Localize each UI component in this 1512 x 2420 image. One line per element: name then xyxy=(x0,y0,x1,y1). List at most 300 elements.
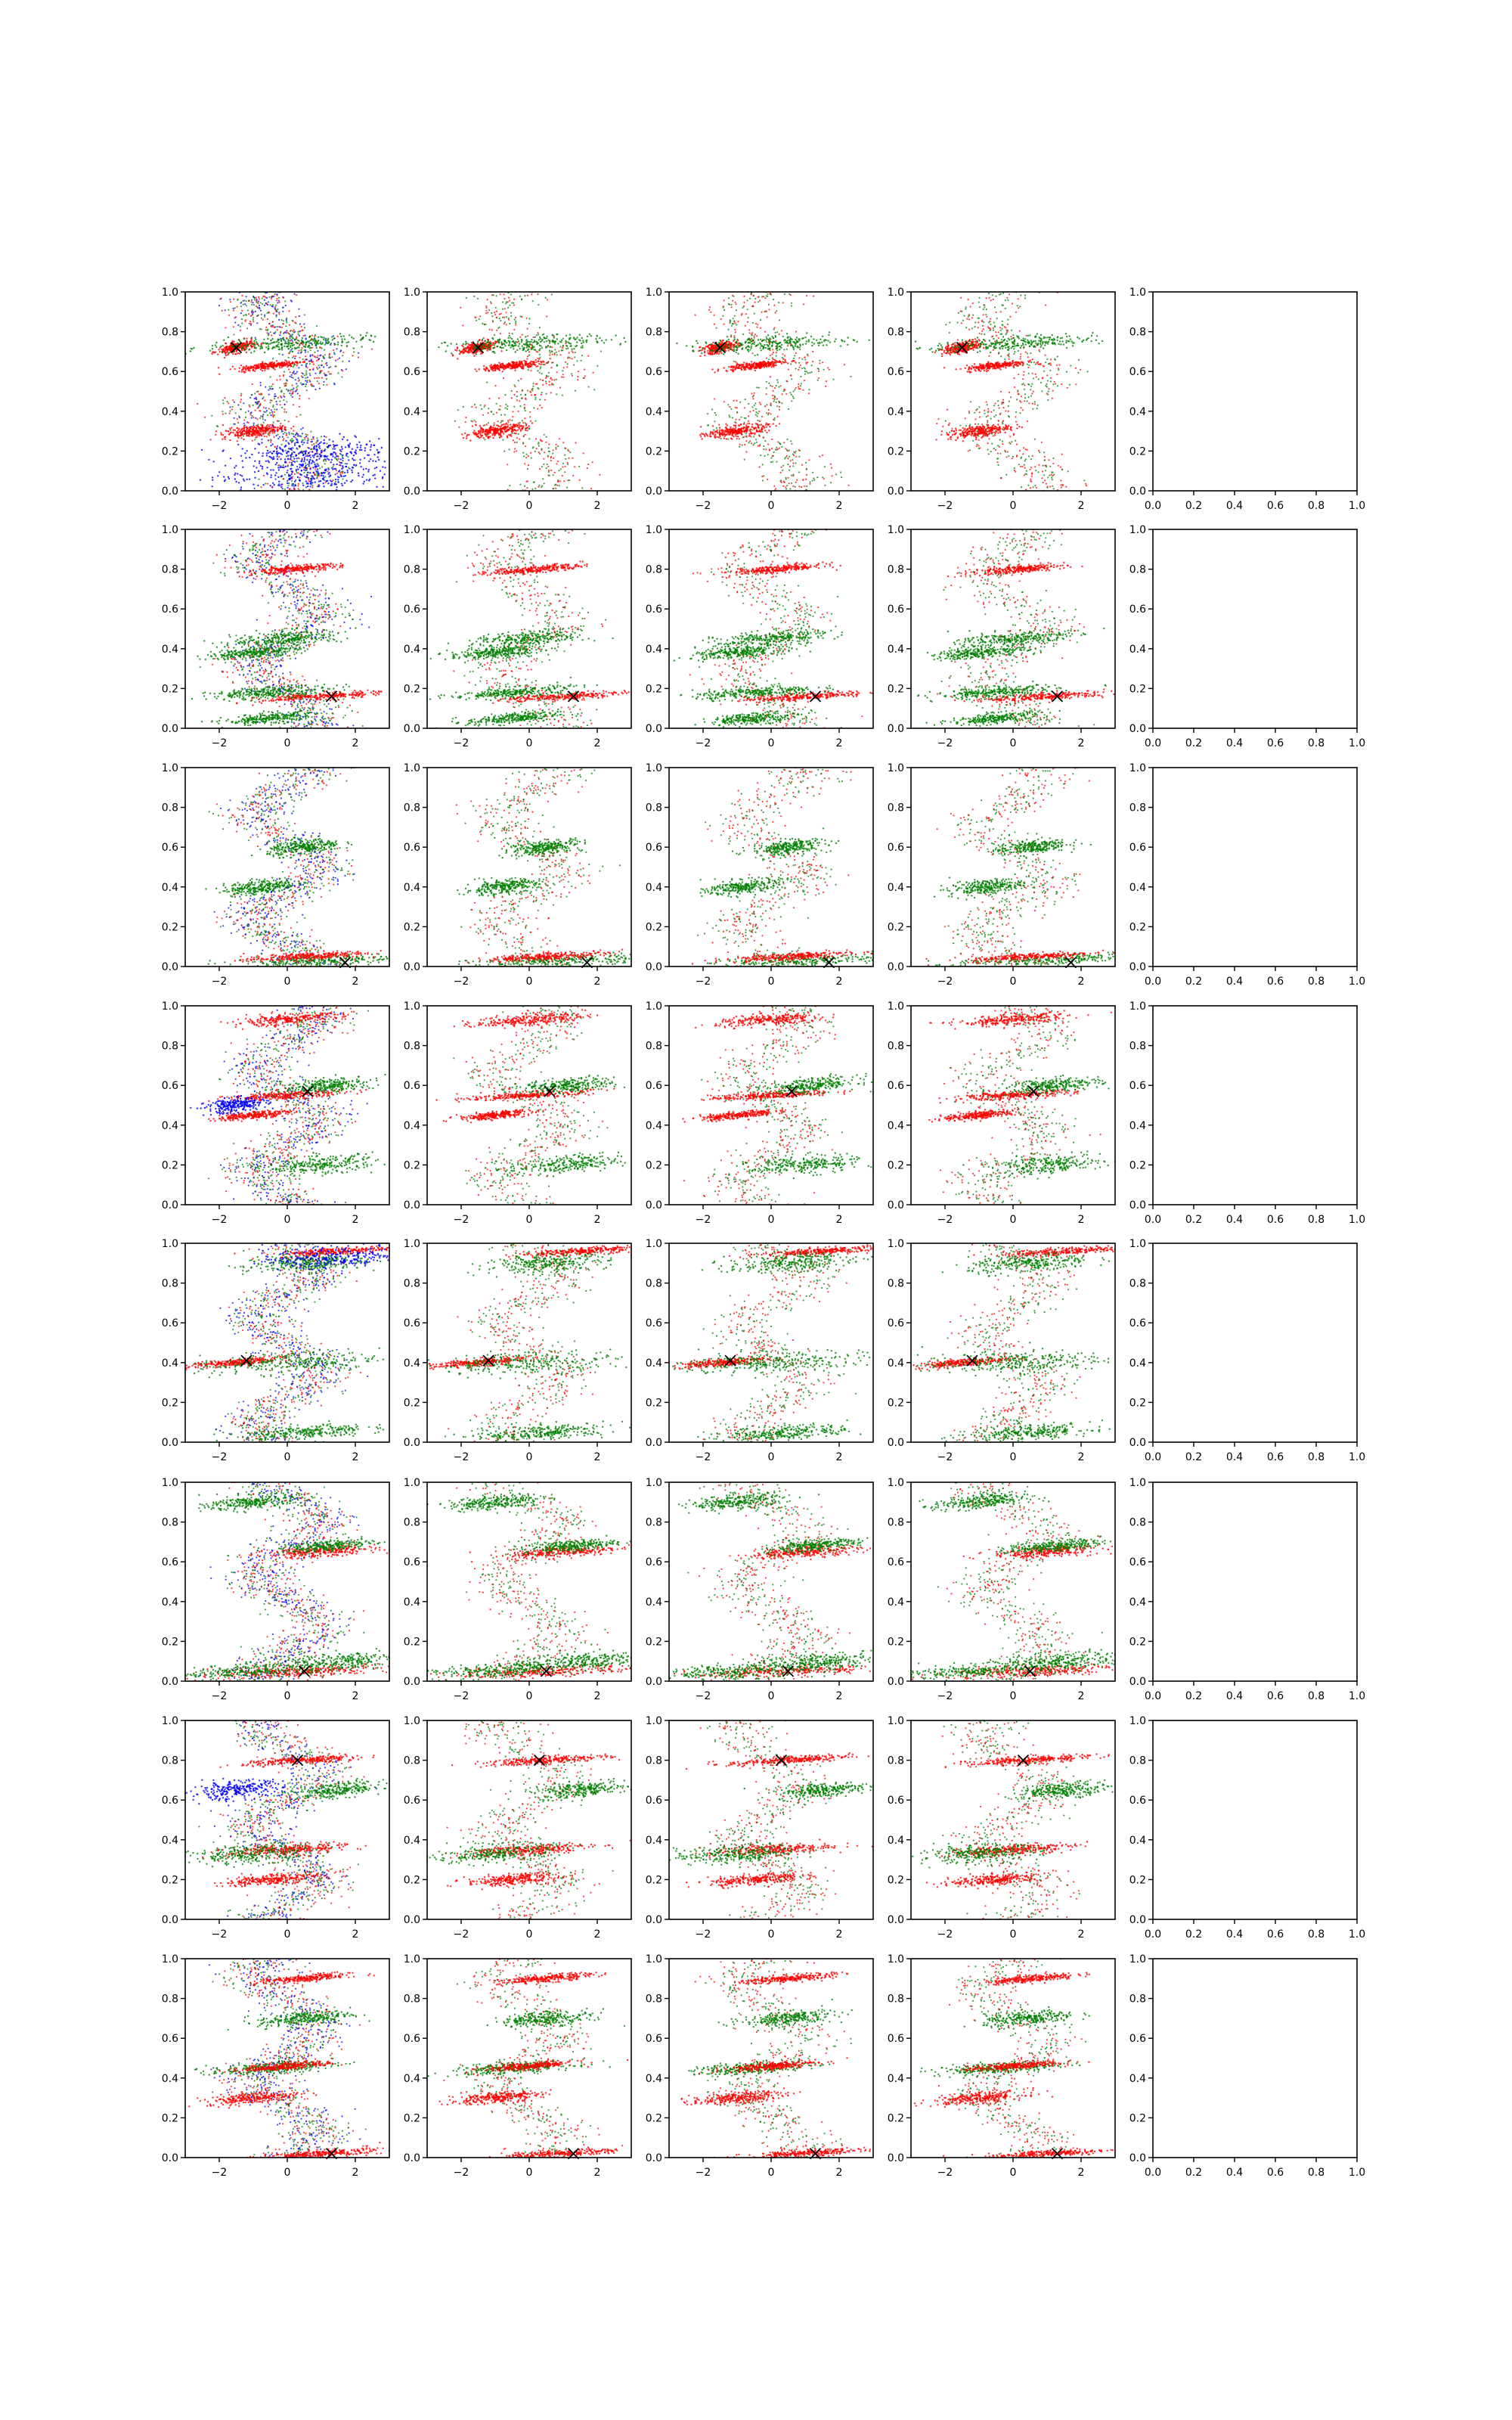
scatter-point xyxy=(305,467,307,469)
scatter-point xyxy=(271,424,273,425)
scatter-point xyxy=(280,467,281,468)
scatter-point xyxy=(324,455,326,457)
scatter-point xyxy=(808,459,810,461)
scatter-point xyxy=(528,323,530,324)
scatter-point xyxy=(238,428,240,430)
scatter-point xyxy=(733,361,735,362)
scatter-point xyxy=(312,369,314,371)
scatter-point xyxy=(484,406,485,408)
scatter-point xyxy=(513,329,515,330)
scatter-point xyxy=(757,413,758,414)
scatter-point xyxy=(240,306,242,307)
scatter-point xyxy=(486,307,488,309)
scatter-point xyxy=(773,390,774,392)
scatter-point xyxy=(258,301,259,302)
y-tick-label: 0.8 xyxy=(404,327,420,339)
scatter-point xyxy=(763,448,764,450)
scatter-point xyxy=(533,337,534,338)
scatter-point xyxy=(262,370,263,371)
scatter-point xyxy=(558,470,559,471)
scatter-point xyxy=(321,360,323,361)
scatter-point xyxy=(290,365,292,367)
scatter-point xyxy=(308,477,309,479)
scatter-point xyxy=(276,299,277,301)
scatter-point xyxy=(264,370,265,371)
scatter-point xyxy=(776,355,777,357)
scatter-point xyxy=(773,327,775,328)
scatter-point xyxy=(279,447,280,448)
scatter-point xyxy=(526,346,528,348)
scatter-point xyxy=(339,472,341,473)
scatter-point xyxy=(373,445,374,446)
scatter-point xyxy=(764,455,765,457)
scatter-point xyxy=(250,426,252,427)
scatter-point xyxy=(349,334,350,336)
scatter-point xyxy=(511,302,513,303)
scatter-point xyxy=(276,451,277,452)
scatter-point xyxy=(485,370,486,371)
scatter-point xyxy=(313,472,314,473)
scatter-point xyxy=(255,437,256,439)
scatter-point xyxy=(311,478,312,479)
scatter-point xyxy=(249,343,250,344)
scatter-point xyxy=(515,367,516,368)
scatter-point xyxy=(513,343,515,344)
scatter-point xyxy=(305,464,307,466)
scatter-point xyxy=(342,456,343,458)
scatter-point xyxy=(329,439,330,440)
scatter-point xyxy=(324,476,326,477)
scatter-point xyxy=(271,409,272,411)
scatter-point xyxy=(759,445,761,447)
scatter-point xyxy=(339,449,341,451)
x-tick-label: 2 xyxy=(594,500,601,512)
scatter-point xyxy=(491,302,492,304)
scatter-point xyxy=(324,374,326,376)
scatter-point xyxy=(535,438,537,439)
scatter-point xyxy=(267,473,268,475)
scatter-point xyxy=(587,336,588,337)
scatter-point xyxy=(770,385,771,386)
scatter-point xyxy=(271,443,273,445)
scatter-point xyxy=(522,346,523,347)
scatter-point xyxy=(317,343,318,345)
scatter-point xyxy=(271,326,272,327)
scatter-point xyxy=(218,305,220,306)
scatter-point xyxy=(565,458,566,460)
scatter-point xyxy=(796,479,798,481)
scatter-point xyxy=(510,312,512,314)
scatter-point xyxy=(537,370,538,371)
scatter-point xyxy=(290,330,291,332)
scatter-point xyxy=(560,354,562,355)
scatter-point xyxy=(488,436,489,438)
scatter-point xyxy=(544,482,545,484)
scatter-point xyxy=(729,406,730,408)
scatter-point xyxy=(234,317,235,318)
scatter-point xyxy=(262,466,263,467)
scatter-point xyxy=(545,347,547,349)
scatter-point xyxy=(795,462,796,464)
scatter-point xyxy=(229,439,231,441)
scatter-point xyxy=(491,315,493,317)
scatter-point xyxy=(333,352,335,353)
scatter-point xyxy=(273,456,274,458)
scatter-point xyxy=(272,358,274,359)
scatter-point xyxy=(579,340,581,341)
scatter-point xyxy=(804,374,806,375)
scatter-point xyxy=(774,387,776,389)
scatter-point xyxy=(792,396,794,397)
scatter-point xyxy=(286,318,287,320)
scatter-point xyxy=(785,380,787,382)
scatter-point xyxy=(292,396,293,398)
scatter-point xyxy=(525,399,527,400)
scatter-point xyxy=(271,298,272,299)
scatter-point xyxy=(337,341,339,343)
scatter-point xyxy=(288,448,290,449)
scatter-point xyxy=(789,337,791,338)
scatter-point xyxy=(804,358,806,360)
scatter-point xyxy=(534,399,536,400)
scatter-point xyxy=(283,478,284,479)
scatter-point xyxy=(255,311,256,312)
scatter-point xyxy=(256,429,257,430)
scatter-point xyxy=(259,461,260,462)
scatter-point xyxy=(749,411,751,412)
scatter-point xyxy=(715,414,717,416)
scatter-point xyxy=(292,320,293,321)
scatter-point xyxy=(318,377,320,378)
scatter-point xyxy=(454,349,456,351)
scatter-point xyxy=(353,455,355,456)
scatter-point xyxy=(480,405,482,406)
scatter-point xyxy=(352,355,354,356)
scatter-point xyxy=(560,341,562,343)
scatter-point xyxy=(587,464,589,465)
scatter-point xyxy=(249,323,250,324)
scatter-point xyxy=(331,356,333,358)
scatter-point xyxy=(824,466,826,467)
scatter-point xyxy=(234,474,235,476)
scatter-point xyxy=(297,385,299,386)
scatter-point xyxy=(791,305,792,306)
scatter-point xyxy=(538,360,539,361)
scatter-point xyxy=(290,376,291,377)
scatter-point xyxy=(522,442,524,443)
scatter-point xyxy=(283,374,284,376)
scatter-point xyxy=(222,439,223,440)
scatter-point xyxy=(556,354,558,355)
scatter-point xyxy=(267,329,268,330)
scatter-point xyxy=(265,408,267,409)
scatter-point xyxy=(338,458,339,460)
scatter-point xyxy=(277,485,279,486)
scatter-point xyxy=(800,376,801,377)
scatter-point xyxy=(468,434,469,436)
scatter-point xyxy=(305,380,306,381)
scatter-point xyxy=(596,341,598,343)
scatter-point xyxy=(259,307,260,309)
scatter-point xyxy=(262,319,264,321)
scatter-point xyxy=(352,471,353,473)
scatter-point xyxy=(241,433,243,434)
scatter-point xyxy=(770,461,772,463)
scatter-point xyxy=(803,303,804,305)
scatter-point xyxy=(311,462,312,464)
scatter-point xyxy=(503,293,505,295)
scatter-point xyxy=(346,342,348,343)
scatter-point xyxy=(370,340,371,341)
scatter-point xyxy=(384,461,386,462)
scatter-point xyxy=(284,446,286,448)
scatter-point xyxy=(516,361,517,363)
scatter-point xyxy=(257,302,259,304)
scatter-point xyxy=(299,445,300,447)
scatter-point xyxy=(345,466,346,467)
scatter-point xyxy=(306,358,308,360)
scatter-point xyxy=(236,350,237,352)
scatter-point xyxy=(300,436,302,437)
scatter-point xyxy=(223,350,225,352)
scatter-point xyxy=(342,455,343,456)
scatter-point xyxy=(527,468,528,470)
scatter-point xyxy=(331,459,333,461)
scatter-point xyxy=(766,387,767,389)
scatter-point xyxy=(274,484,275,486)
scatter-point xyxy=(513,348,514,349)
scatter-point xyxy=(327,338,329,340)
scatter-point xyxy=(360,445,361,446)
scatter-point xyxy=(762,479,764,481)
scatter-point xyxy=(299,414,301,415)
scatter-point xyxy=(313,386,314,387)
scatter-point xyxy=(273,421,274,423)
scatter-point xyxy=(287,480,288,482)
scatter-point xyxy=(549,381,550,383)
scatter-point xyxy=(364,447,366,448)
scatter-point xyxy=(293,451,295,453)
scatter-point xyxy=(518,380,519,381)
scatter-point xyxy=(228,478,230,479)
scatter-point xyxy=(519,400,520,402)
scatter-point xyxy=(200,479,201,481)
scatter-point xyxy=(235,465,237,467)
scatter-point xyxy=(506,312,507,313)
scatter-point xyxy=(265,411,267,413)
scatter-point xyxy=(276,298,277,299)
scatter-point xyxy=(258,452,259,454)
scatter-point xyxy=(318,383,320,384)
scatter-point xyxy=(805,479,807,480)
scatter-point xyxy=(538,339,540,340)
scatter-point xyxy=(272,486,274,488)
scatter-point xyxy=(264,400,265,402)
y-tick-label: 0.4 xyxy=(404,406,420,418)
scatter-point xyxy=(485,346,487,347)
scatter-point xyxy=(355,464,357,466)
scatter-point xyxy=(299,464,300,465)
scatter-point xyxy=(246,427,247,428)
scatter-point xyxy=(550,470,552,471)
scatter-point xyxy=(346,470,348,471)
scatter-point xyxy=(333,451,335,453)
scatter-point xyxy=(799,349,801,350)
scatter-point xyxy=(345,446,346,448)
scatter-point xyxy=(504,345,506,346)
scatter-point xyxy=(314,373,316,374)
scatter-point xyxy=(363,468,364,470)
scatter-point xyxy=(267,483,268,485)
scatter-point xyxy=(360,334,361,336)
scatter-point xyxy=(297,485,299,486)
scatter-point xyxy=(514,426,516,427)
scatter-point xyxy=(225,439,226,440)
scatter-point xyxy=(215,342,217,343)
scatter-point xyxy=(368,461,370,462)
scatter-point xyxy=(384,473,386,475)
scatter-point xyxy=(336,483,337,485)
scatter-point xyxy=(514,345,516,346)
scatter-point xyxy=(794,355,795,356)
scatter-point xyxy=(569,357,571,358)
scatter-point xyxy=(278,300,280,302)
scatter-point xyxy=(246,450,248,451)
scatter-point xyxy=(795,452,796,454)
scatter-point xyxy=(259,403,261,405)
scatter-point xyxy=(615,334,616,336)
scatter-point xyxy=(259,382,261,383)
scatter-point xyxy=(240,312,242,314)
scatter-point xyxy=(231,346,233,347)
scatter-point xyxy=(219,351,221,352)
scatter-point xyxy=(296,371,298,373)
scatter-point xyxy=(294,331,296,333)
scatter-point xyxy=(229,428,231,430)
scatter-point xyxy=(790,440,792,442)
scatter-point xyxy=(243,419,245,420)
scatter-point xyxy=(382,466,383,467)
scatter-point xyxy=(544,451,545,453)
scatter-point xyxy=(790,375,792,377)
scatter-point xyxy=(791,443,792,445)
scatter-point xyxy=(496,317,497,318)
scatter-point xyxy=(283,333,284,334)
scatter-point xyxy=(328,357,330,358)
scatter-point xyxy=(550,358,551,359)
scatter-point xyxy=(530,420,531,422)
scatter-point xyxy=(489,329,491,330)
scatter-point xyxy=(311,441,313,442)
scatter-point xyxy=(556,485,558,486)
scatter-point xyxy=(781,330,782,331)
scatter-point xyxy=(782,302,784,303)
scatter-point xyxy=(534,340,535,341)
scatter-point xyxy=(266,455,268,456)
scatter-point xyxy=(249,341,250,343)
scatter-point xyxy=(284,408,285,410)
scatter-point xyxy=(735,422,736,424)
scatter-point xyxy=(307,346,308,348)
scatter-point xyxy=(532,388,534,389)
scatter-point xyxy=(299,361,301,363)
scatter-point xyxy=(262,455,263,457)
scatter-point xyxy=(370,335,372,337)
scatter-point xyxy=(568,458,569,459)
scatter-point xyxy=(723,401,725,402)
scatter-point xyxy=(305,386,306,387)
scatter-point xyxy=(522,334,523,336)
scatter-point xyxy=(476,353,477,355)
scatter-point xyxy=(754,334,756,335)
scatter-point xyxy=(305,346,306,347)
scatter-point xyxy=(572,375,573,377)
scatter-point xyxy=(233,310,234,312)
scatter-point xyxy=(291,438,293,439)
scatter-point xyxy=(767,479,768,480)
scatter-point xyxy=(286,330,287,331)
scatter-point xyxy=(735,303,736,305)
scatter-point xyxy=(736,407,738,408)
scatter-point xyxy=(344,472,345,473)
scatter-point xyxy=(532,386,534,387)
scatter-point xyxy=(252,415,253,417)
scatter-point xyxy=(819,362,820,364)
scatter-point xyxy=(273,451,274,452)
scatter-point xyxy=(514,386,516,387)
scatter-point xyxy=(303,323,305,324)
scatter-point xyxy=(336,460,338,461)
scatter-point xyxy=(773,299,774,300)
scatter-point xyxy=(368,469,370,470)
scatter-point xyxy=(263,296,265,297)
scatter-point xyxy=(280,379,281,380)
scatter-point xyxy=(507,420,509,421)
scatter-point xyxy=(260,384,262,386)
scatter-point xyxy=(513,451,515,452)
scatter-point xyxy=(322,478,324,479)
scatter-point xyxy=(499,338,500,340)
scatter-point xyxy=(735,361,736,363)
scatter-point xyxy=(563,480,565,482)
scatter-point xyxy=(267,450,268,451)
scatter-point xyxy=(240,402,241,403)
scatter-point xyxy=(296,343,298,344)
scatter-point xyxy=(505,407,507,408)
scatter-point xyxy=(562,466,563,467)
scatter-point xyxy=(272,482,274,484)
scatter-point xyxy=(783,349,785,350)
scatter-point xyxy=(511,397,513,399)
scatter-point xyxy=(798,386,799,388)
scatter-point xyxy=(538,451,540,453)
scatter-point xyxy=(362,482,364,484)
scatter-point xyxy=(818,377,820,379)
scatter-point xyxy=(524,417,525,419)
scatter-point xyxy=(441,343,442,344)
scatter-point xyxy=(749,440,751,442)
scatter-point xyxy=(244,452,246,454)
scatter-point xyxy=(259,305,260,306)
scatter-point xyxy=(276,309,277,311)
scatter-point xyxy=(238,371,240,372)
scatter-point xyxy=(515,324,516,325)
scatter-point xyxy=(366,332,367,334)
scatter-point xyxy=(349,442,351,444)
scatter-point xyxy=(298,377,299,379)
scatter-point xyxy=(720,318,722,320)
scatter-point xyxy=(243,366,244,368)
